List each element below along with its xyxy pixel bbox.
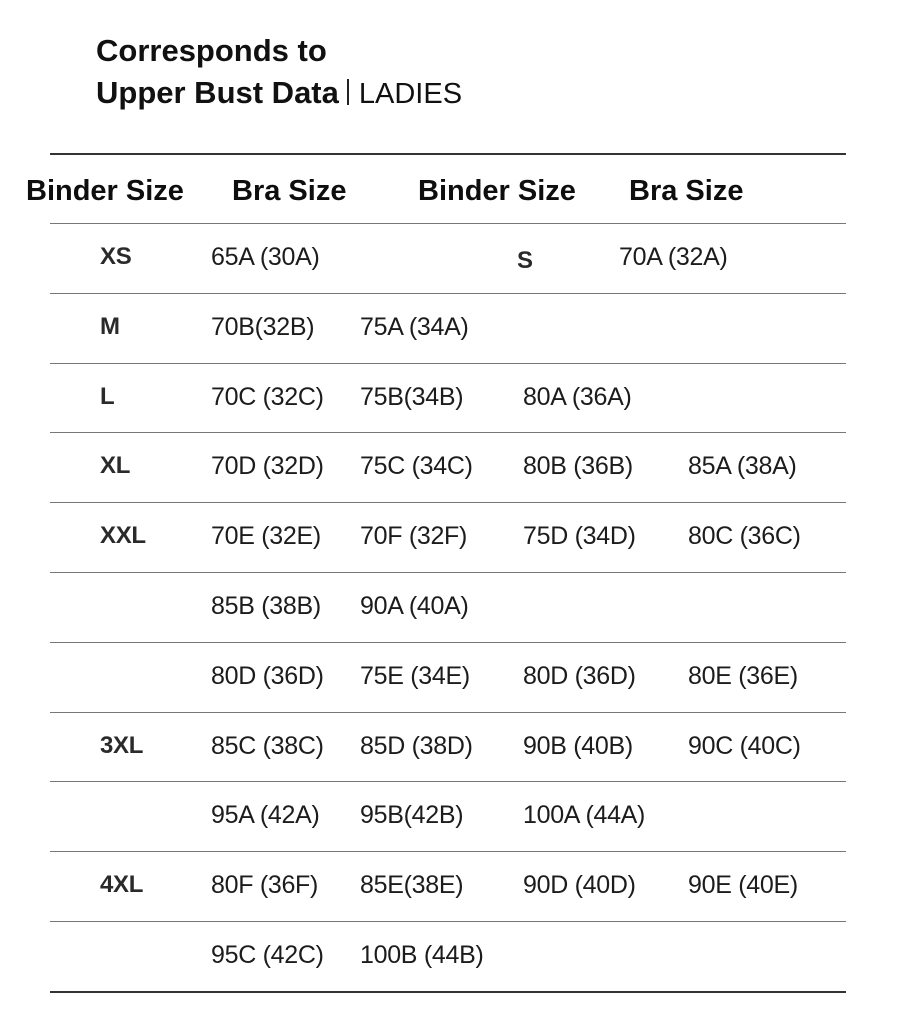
bra-size-cell: 95A (42A) [211, 801, 320, 829]
bra-size-cell: 80E (36E) [688, 662, 798, 690]
table-bottom-rule [50, 991, 846, 993]
row-divider [50, 921, 846, 922]
table-top-rule [50, 153, 846, 155]
title-line-2: Upper Bust Data [96, 75, 339, 110]
bra-size-cell: 70F (32F) [360, 522, 468, 550]
binder-size-cell: S [517, 247, 533, 274]
row-divider [50, 293, 846, 294]
bra-size-cell: 70D (32D) [211, 452, 324, 480]
page-title [96, 30, 462, 115]
bra-size-cell: 85B (38B) [211, 592, 321, 620]
bra-size-cell: 95C (42C) [211, 941, 324, 969]
binder-size-cell: 3XL [100, 732, 144, 759]
title-sub-ladies: LADIES [358, 78, 463, 110]
bra-size-cell: 85D (38D) [360, 732, 473, 760]
bra-size-cell: 100A (44A) [523, 801, 646, 829]
bra-size-cell: 85A (38A) [688, 452, 797, 480]
bra-size-cell: 75E (34E) [360, 662, 470, 690]
binder-size-cell: XL [100, 452, 131, 479]
header-bra-size-1: Bra Size [232, 175, 347, 207]
row-divider [50, 432, 846, 433]
bra-size-cell: 75A (34A) [360, 313, 469, 341]
row-divider [50, 781, 846, 782]
bra-size-cell: 70E (32E) [211, 522, 321, 550]
header-binder-size-1: Binder Size [26, 175, 184, 207]
binder-size-cell: 4XL [100, 871, 144, 898]
bra-size-cell: 75B(34B) [360, 383, 464, 411]
row-divider [50, 363, 846, 364]
bra-size-cell: 70B(32B) [211, 313, 315, 341]
row-divider [50, 851, 846, 852]
title-line-2-wrap [96, 72, 462, 115]
bra-size-cell: 70A (32A) [619, 243, 728, 271]
bra-size-cell: 80A (36A) [523, 383, 632, 411]
row-divider [50, 223, 846, 224]
row-divider [50, 572, 846, 573]
bra-size-cell: 95B(42B) [360, 801, 464, 829]
row-divider [50, 712, 846, 713]
bra-size-cell: 80D (36D) [523, 662, 636, 690]
row-divider [50, 642, 846, 643]
binder-size-cell: XXL [100, 522, 146, 549]
bra-size-cell: 75D (34D) [523, 522, 636, 550]
title-separator [347, 79, 349, 105]
row-divider [50, 502, 846, 503]
bra-size-cell: 70C (32C) [211, 383, 324, 411]
bra-size-cell: 80B (36B) [523, 452, 633, 480]
bra-size-cell: 90D (40D) [523, 871, 636, 899]
header-bra-size-2: Bra Size [629, 175, 744, 207]
bra-size-cell: 80D (36D) [211, 662, 324, 690]
binder-size-cell: M [100, 313, 120, 340]
bra-size-cell: 90E (40E) [688, 871, 798, 899]
bra-size-cell: 100B (44B) [360, 941, 484, 969]
bra-size-cell: 80F (36F) [211, 871, 319, 899]
bra-size-cell: 90C (40C) [688, 732, 801, 760]
bra-size-cell: 85C (38C) [211, 732, 324, 760]
bra-size-cell: 90A (40A) [360, 592, 469, 620]
header-binder-size-2: Binder Size [418, 175, 576, 207]
bra-size-cell: 80C (36C) [688, 522, 801, 550]
bra-size-cell: 90B (40B) [523, 732, 633, 760]
bra-size-cell: 85E(38E) [360, 871, 464, 899]
bra-size-cell: 75C (34C) [360, 452, 473, 480]
bra-size-cell: 65A (30A) [211, 243, 320, 271]
binder-size-cell: XS [100, 243, 132, 270]
title-line-1: Corresponds to [96, 33, 327, 68]
binder-size-cell: L [100, 383, 115, 410]
